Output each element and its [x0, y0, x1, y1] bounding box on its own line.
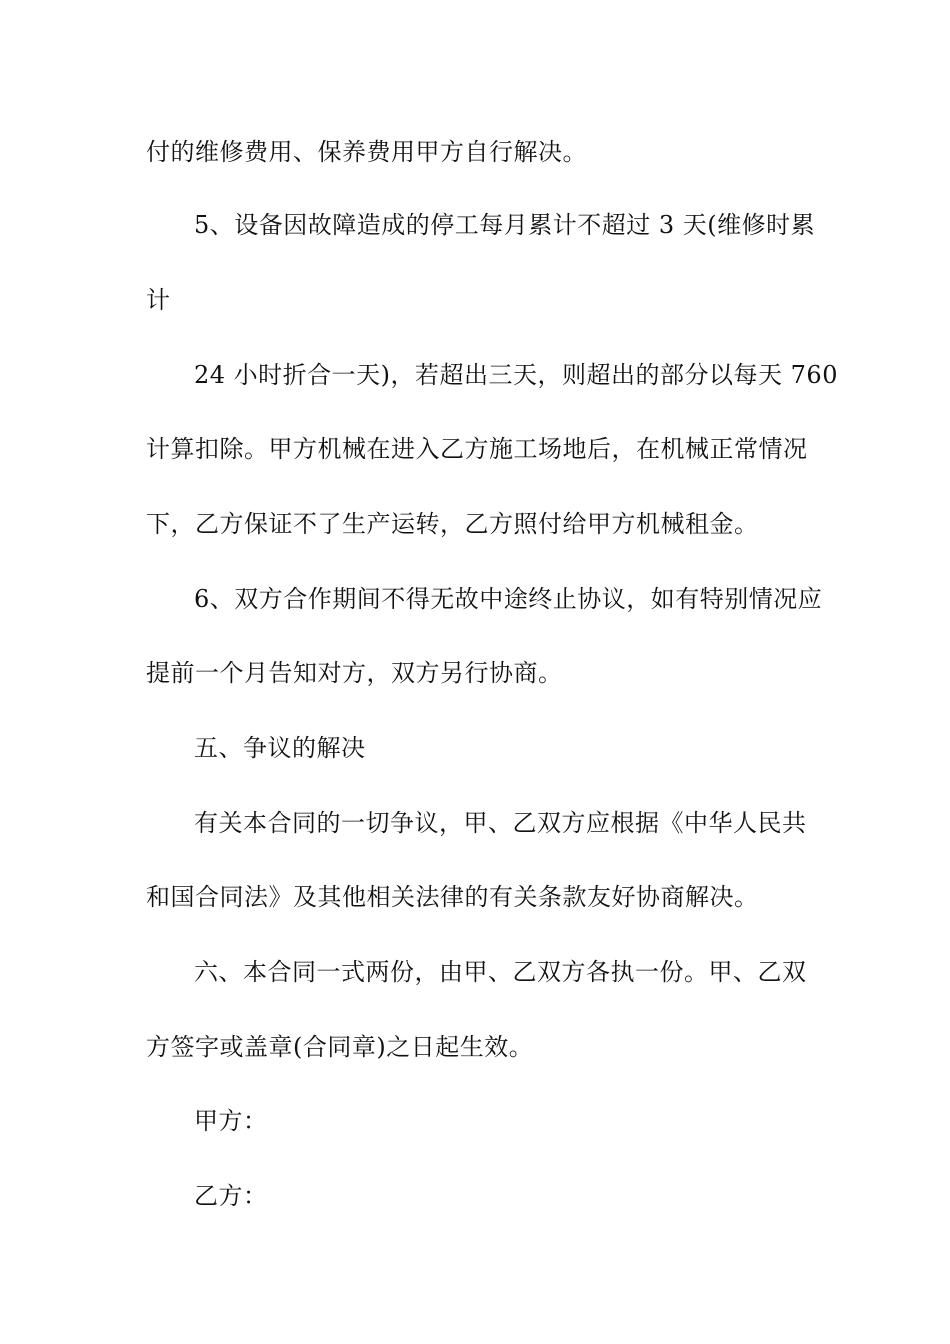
text-line: 6、双方合作期间不得无故中途终止协议，如有特别情况应 — [194, 585, 823, 613]
text-line: 下，乙方保证不了生产运转，乙方照付给甲方机械租金。 — [146, 510, 759, 538]
text-line: 24 小时折合一天)，若超出三天，则超出的部分以每天 760 — [194, 361, 838, 389]
text-line: 有关本合同的一切争议，甲、乙双方应根据《中华人民共 — [194, 809, 807, 837]
signature-party-a: 甲方： — [194, 1107, 268, 1135]
text-line: 计算扣除。甲方机械在进入乙方施工场地后，在机械正常情况 — [146, 435, 808, 463]
section-heading: 五、争议的解决 — [194, 734, 366, 762]
signature-party-b: 乙方： — [194, 1182, 268, 1210]
text-line: 5、设备因故障造成的停工每月累计不超过 3 天(维修时累 — [194, 211, 816, 239]
text-line: 六、本合同一式两份，由甲、乙双方各执一份。甲、乙双 — [194, 958, 807, 986]
text-line: 提前一个月告知对方，双方另行协商。 — [146, 659, 563, 687]
text-line: 付的维修费用、保养费用甲方自行解决。 — [146, 138, 587, 166]
text-line: 方签字或盖章(合同章)之日起生效。 — [146, 1033, 534, 1061]
text-line: 计 — [146, 286, 171, 314]
text-line: 和国合同法》及其他相关法律的有关条款友好协商解决。 — [146, 883, 759, 911]
